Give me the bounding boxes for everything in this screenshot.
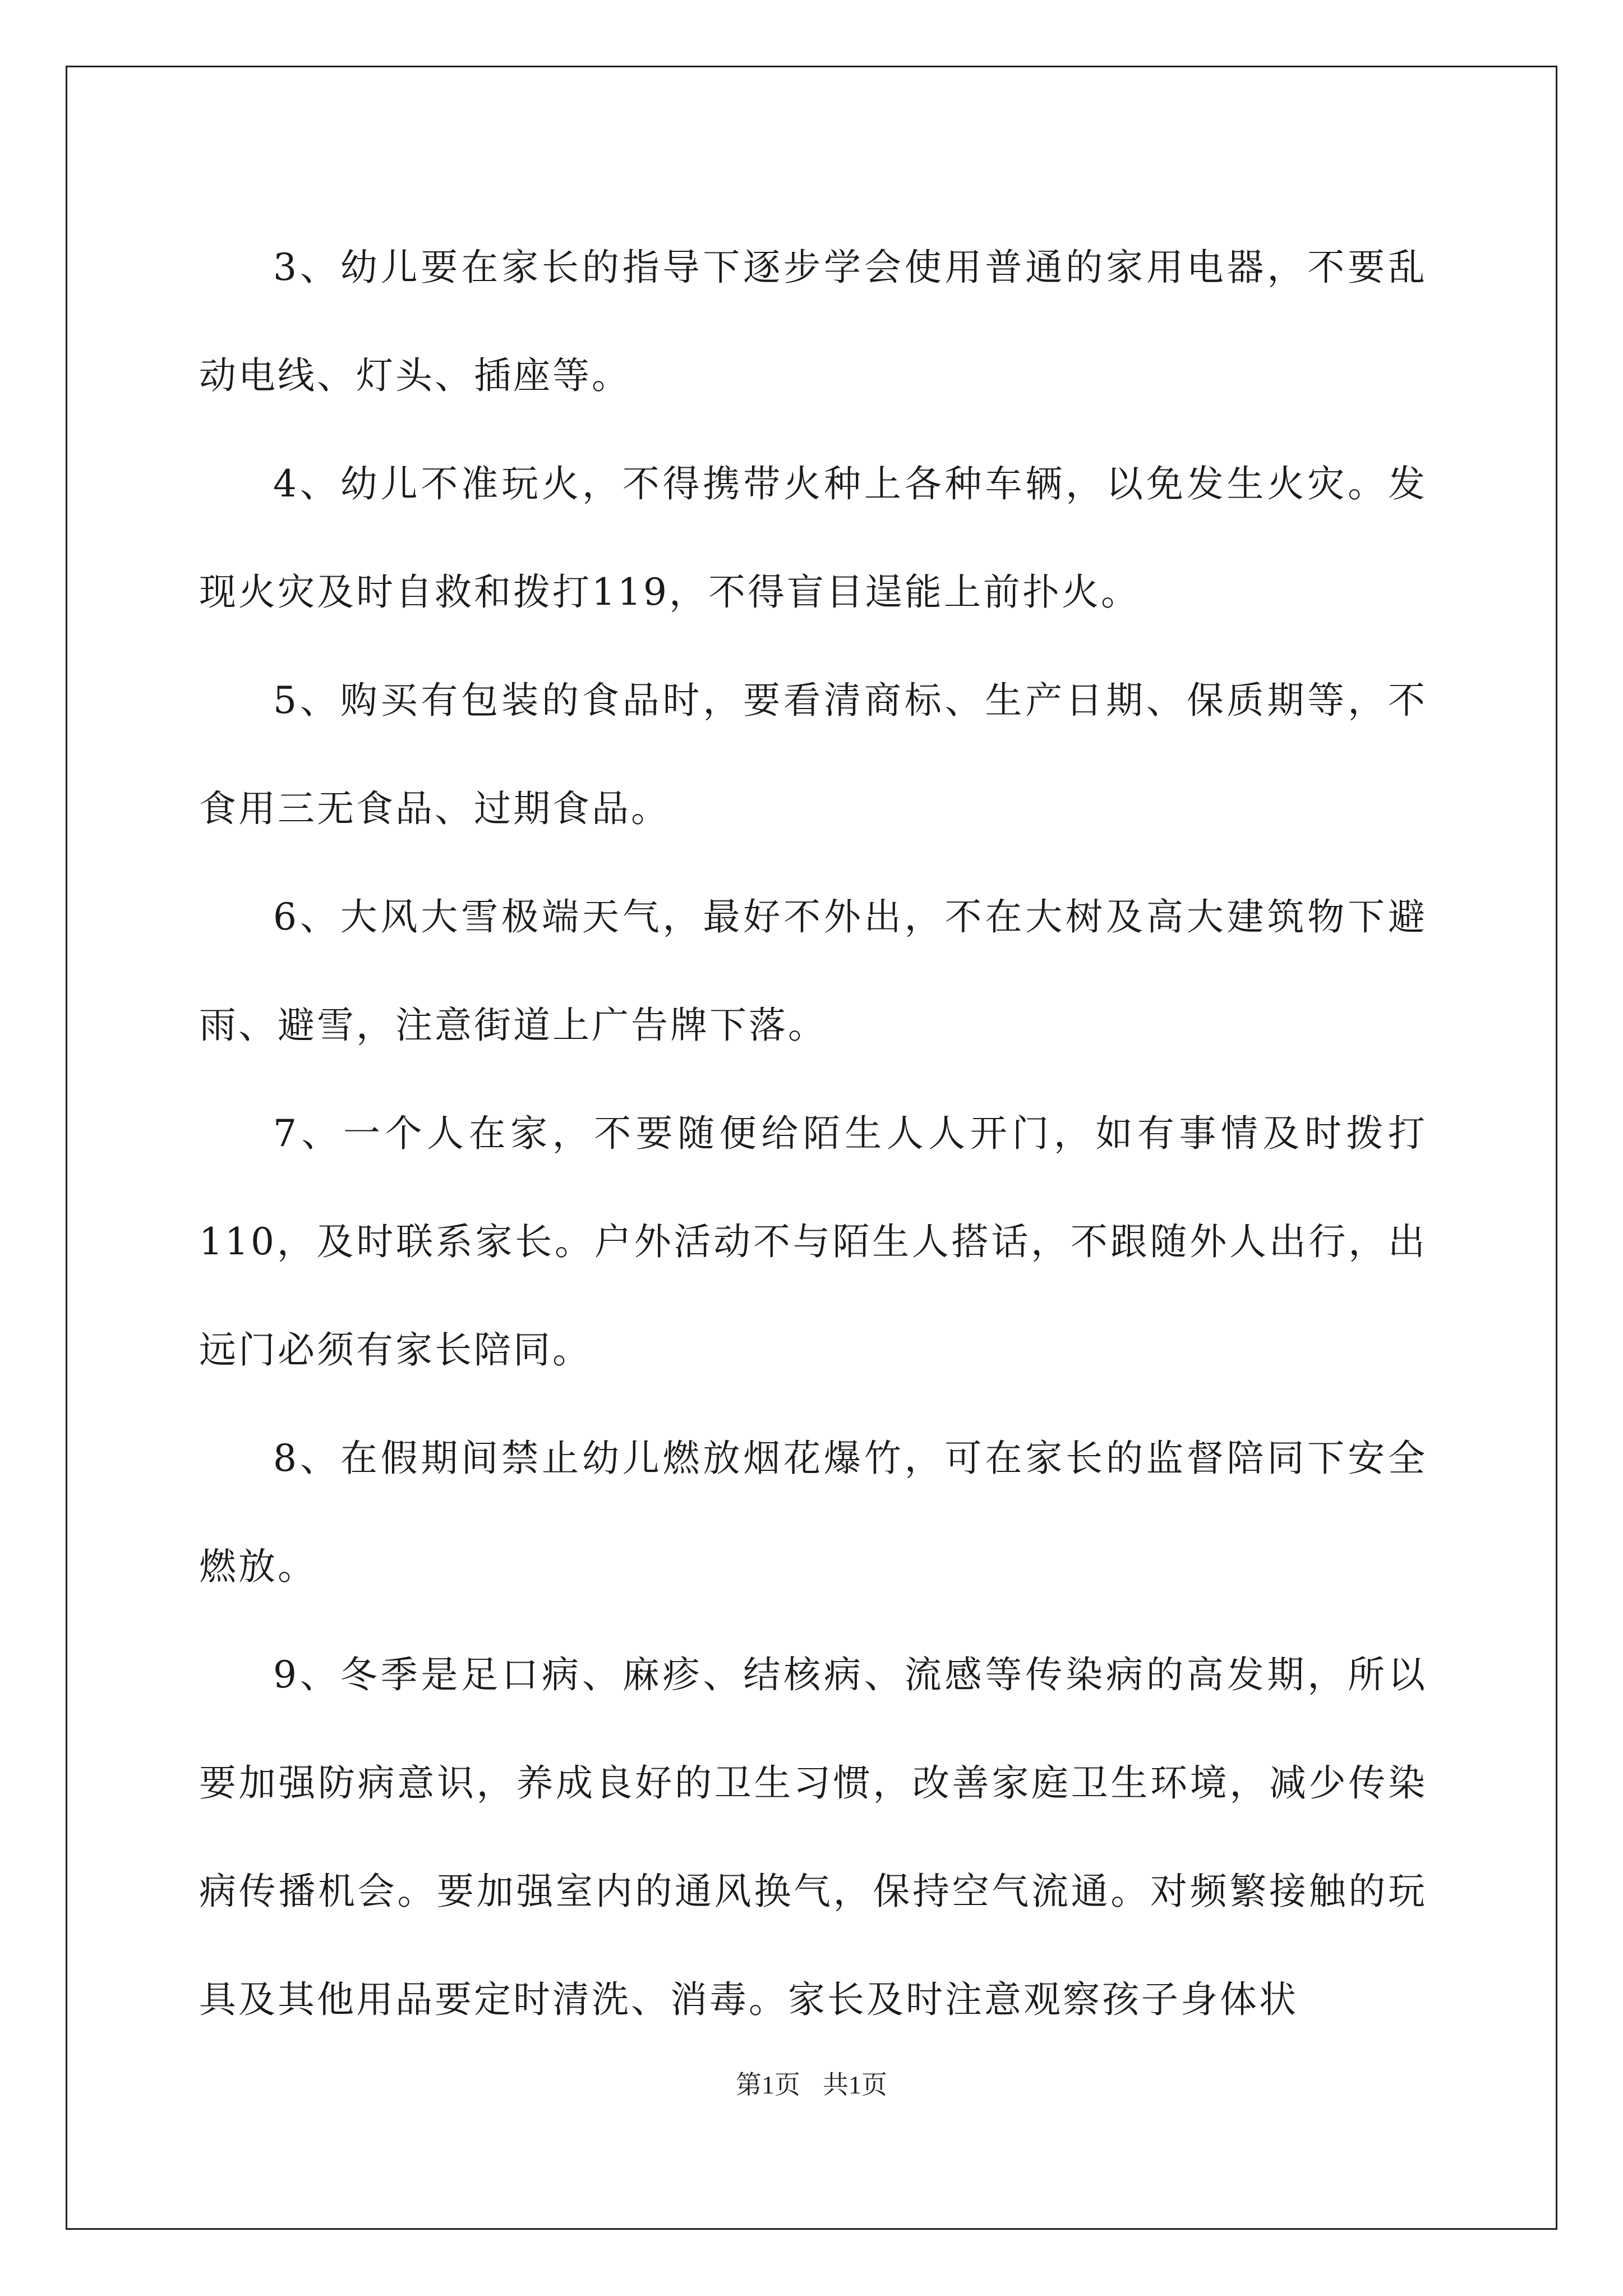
page-number: 第1页	[736, 2070, 800, 2099]
paragraph-item-5: 5、购买有包装的食品时，要看清商标、生产日期、保质期等，不食用三无食品、过期食品。	[199, 679, 1427, 830]
paragraph-item-6: 6、大风大雪极端天气，最好不外出，不在大树及高大建筑物下避雨、避雪，注意街道上广告牌下落。	[199, 895, 1427, 1047]
page-footer	[0, 2064, 1623, 2101]
paragraph-item-9: 9、冬季是足口病、麻疹、结核病、流感等传染病的高发期，所以要加强防病意识，养成良好的卫生习惯，改善家庭卫生环境，减少传染病传播机会。要加强室内的通风换气，保持空气流通。对频繁接触的玩具及其他用品要定时清洗、消毒。家长及时注意观察孩子身体状	[199, 1653, 1427, 2021]
paragraph-item-7: 7、一个人在家，不要随便给陌生人人开门，如有事情及时拨打110，及时联系家长。户外活动不与陌生人搭话，不跟随外人出行，出远门必须有家长陪同。	[199, 1112, 1427, 1372]
paragraph-item-3: 3、幼儿要在家长的指导下逐步学会使用普通的家用电器，不要乱动电线、灯头、插座等。	[199, 246, 1427, 397]
document-body	[199, 213, 1427, 2054]
paragraph-item-4: 4、幼儿不准玩火，不得携带火种上各种车辆，以免发生火灾。发现火灾及时自救和拨打119，不得盲目逞能上前扑火。	[199, 462, 1427, 614]
paragraph-item-8: 8、在假期间禁止幼儿燃放烟花爆竹，可在家长的监督陪同下安全燃放。	[199, 1437, 1427, 1588]
page-total: 共1页	[823, 2070, 887, 2099]
